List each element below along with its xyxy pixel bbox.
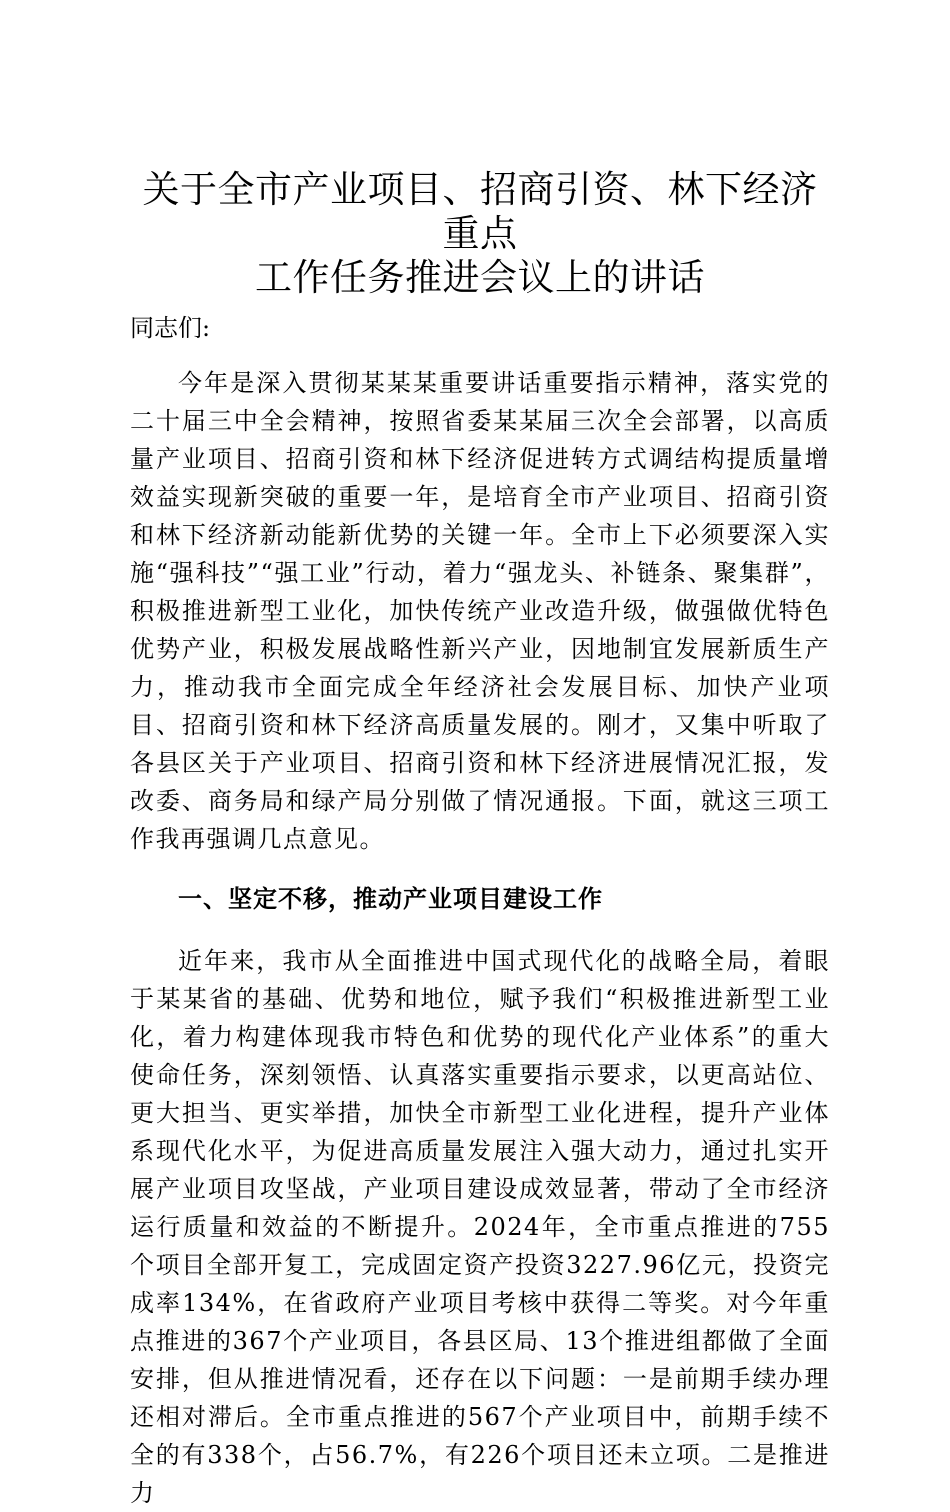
section-1-heading: 一、坚定不移，推动产业项目建设工作 (178, 885, 603, 913)
salutation: 同志们: (130, 314, 211, 342)
document-title (130, 168, 830, 300)
section-1-paragraph: 近年来，我市从全面推进中国式现代化的战略全局，着眼于某某省的基础、优势和地位，赋予我们“积极推进新型工业化，着力构建体现我市特色和优势的现代化产业体系”的重大使命任务，深刻领悟、认真落实重要指示要求，以更高站位、更大担当、更实举措，加快全市新型工业化进程，提升产业体系现代化水平，为促进高质量发展注入强大动力，通过扎实开展产业项目攻坚战，产业项目建设成效显著，带动了全市经济运行质量和效益的不断提升。2024年，全市重点推进的755个项目全部开复工，完成固定资产投资3227.96亿元，投资完成率134%，在省政府产业项目考核中获得二等奖。对今年重点推进的367个产业项目，各县区局、13个推进组都做了全面安排，但从推进情况看，还存在以下问题：一是前期手续办理还相对滞后。全市重点推进的567个产业项目中，前期手续不全的有338个，占56.7%，有226个项目还未立项。二是推进力 (130, 947, 830, 1507)
title-line-2: 工作任务推进会议上的讲话 (255, 256, 705, 299)
title-line-1: 关于全市产业项目、招商引资、林下经济重点 (142, 168, 818, 255)
intro-paragraph: 今年是深入贯彻某某某重要讲话重要指示精神，落实党的二十届三中全会精神，按照省委某某届三次全会部署，以高质量产业项目、招商引资和林下经济促进转方式调结构提质量增效益实现新突破的重要一年，是培育全市产业项目、招商引资和林下经济新动能新优势的关键一年。全市上下必须要深入实施“强科技”“强工业”行动，着力“强龙头、补链条、聚集群”，积极推进新型工业化，加快传统产业改造升级，做强做优特色优势产业，积极发展战略性新兴产业，因地制宜发展新质生产力，推动我市全面完成全年经济社会发展目标、加快产业项目、招商引资和林下经济高质量发展的。刚才，又集中听取了各县区关于产业项目、招商引资和林下经济进展情况汇报，发改委、商务局和绿产局分别做了情况通报。下面，就这三项工作我再强调几点意见。 (130, 369, 830, 853)
document-page (130, 168, 830, 1512)
